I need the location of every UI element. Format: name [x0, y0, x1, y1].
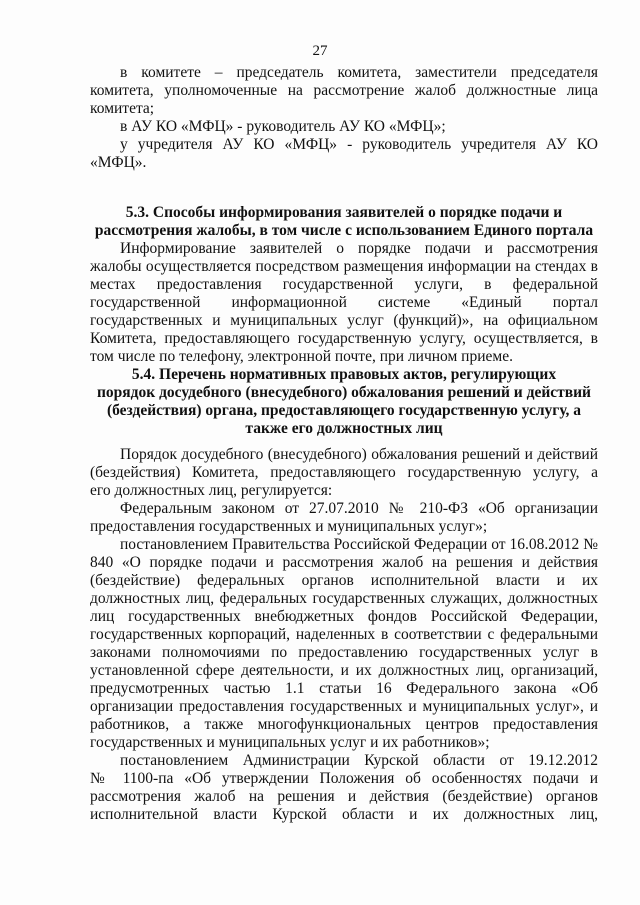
text-line: № 1100-па «Об утверждении Положения об особенностях подачи и	[90, 770, 598, 787]
text-line: постановлением Правительства Российской Федерации от 16.08.2012 №	[120, 536, 598, 553]
text-line: Порядок досудебного (внесудебного) обжалования решений и действий	[120, 446, 598, 463]
text-line: государственных и муниципальных услуг и их работников»;	[90, 734, 490, 751]
text-line: государственной информационной системе «Единый портал	[90, 294, 598, 311]
heading-line: (бездействия) органа, предоставляющего государственную услугу, а	[106, 402, 582, 419]
text-line: комитета;	[90, 100, 155, 117]
section-5-4-intro	[90, 446, 598, 500]
responsible-persons-block	[90, 64, 598, 172]
text-line: Комитета, предоставляющего государственную услугу, осуществляется, в	[90, 330, 598, 347]
text-line: постановлением Администрации Курской области от 19.12.2012	[120, 752, 598, 769]
text-line: том числе по телефону, электронной почте, при личном приеме.	[90, 348, 513, 365]
text-line: организации предоставления государственных и муниципальных услуг», и	[90, 698, 598, 715]
heading-line: рассмотрения жалобы, в том числе с использованием Единого портала	[94, 222, 594, 239]
text-line: в АУ КО «МФЦ» - руководитель АУ КО «МФЦ»;	[120, 118, 446, 135]
heading-line: 5.3. Способы информирования заявителей о порядке подачи и	[125, 204, 563, 221]
section-5-3-paragraph	[90, 240, 598, 366]
text-line: должностных лиц, федеральных государственных служащих, должностных	[90, 590, 598, 607]
text-line: установленной сфере деятельности, и их должностных лиц, организаций,	[90, 662, 598, 679]
text-line: исполнительной власти Курской области и их должностных лиц,	[90, 806, 598, 823]
text-line: комитета, уполномоченные на рассмотрение жалоб должностные лица	[90, 82, 598, 99]
text-line: лиц государственных внебюджетных фондов Российской Федерации,	[90, 608, 598, 625]
heading-line: 5.4. Перечень нормативных правовых актов, регулирующих	[131, 366, 557, 383]
federal-law-item	[90, 500, 598, 536]
text-line: законами полномочиями по предоставлению государственных услуг в	[90, 644, 598, 661]
text-line: у учредителя АУ КО «МФЦ» - руководитель учредителя АУ КО	[120, 136, 598, 153]
text-line: рассмотрения жалоб на решения и действия (бездействие) органов	[90, 788, 598, 805]
text-line: его должностных лиц, регулируется:	[90, 482, 333, 499]
text-line: в комитете – председатель комитета, заместители председателя	[120, 64, 598, 81]
page-number: 27	[312, 43, 328, 59]
text-line: государственных корпораций, наделенных в соответствии с федеральными	[90, 626, 598, 643]
text-line: работников, а также многофункциональных центров предоставления	[90, 716, 598, 733]
section-heading-5-3	[90, 204, 598, 240]
text-line: государственных и муниципальных услуг (функций)», на официальном	[90, 312, 598, 329]
text-line: Информирование заявителей о порядке подачи и рассмотрения	[120, 240, 598, 257]
text-line: предусмотренных частью 1.1 статьи 16 Федерального закона «Об	[90, 680, 598, 697]
text-line: жалобы осуществляется посредством размещения информации на стендах в	[90, 258, 598, 275]
heading-line: порядок досудебного (внесудебного) обжалования решений и действий	[97, 384, 591, 401]
section-heading-5-4	[90, 366, 598, 438]
text-line: «МФЦ».	[90, 154, 147, 171]
text-line: местах предоставления государственной услуги, в федеральной	[90, 276, 598, 293]
text-line: 840 «О порядке подачи и рассмотрения жалоб на решения и действия	[90, 554, 598, 571]
kursk-resolution-item	[90, 752, 598, 824]
text-line: Федеральным законом от 27.07.2010 № 210-ФЗ «Об организации	[120, 500, 598, 517]
heading-line: также его должностных лиц	[245, 420, 443, 437]
government-resolution-item	[90, 536, 598, 752]
text-line: (бездействие) федеральных органов исполнительной власти и их	[90, 572, 598, 589]
text-line: предоставления государственных и муниципальных услуг»;	[90, 518, 488, 535]
text-line: (бездействия) Комитета, предоставляющего государственную услугу, а	[90, 464, 598, 481]
